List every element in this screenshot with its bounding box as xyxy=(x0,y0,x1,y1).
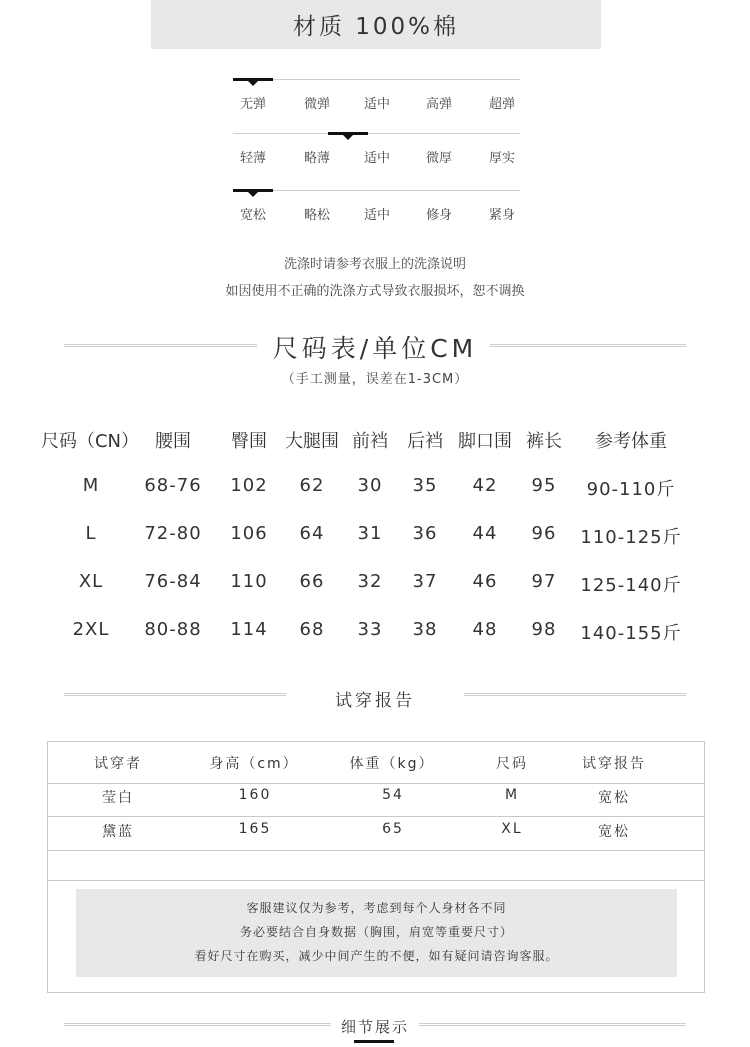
size-cell: 62 xyxy=(299,475,325,496)
attr-option: 紧身 xyxy=(488,208,515,223)
selection-marker-icon xyxy=(233,78,273,81)
try-on-header: 身高（cm） xyxy=(209,756,299,772)
size-cell: 96 xyxy=(531,523,557,544)
try-on-cell: 65 xyxy=(382,821,404,837)
attr-option: 超弹 xyxy=(488,97,515,112)
try-on-cell: 165 xyxy=(238,821,272,837)
attr-option: 厚实 xyxy=(488,151,515,166)
size-cell: 42 xyxy=(472,475,498,496)
size-header: 尺码（CN） xyxy=(40,431,140,452)
try-on-cell: 宽松 xyxy=(598,790,630,806)
size-header: 裤长 xyxy=(526,431,562,452)
care-instruction: 洗涤时请参考衣服上的洗涤说明 xyxy=(283,257,466,272)
size-cell: 33 xyxy=(357,619,383,640)
size-cell: 106 xyxy=(230,523,268,544)
try-on-cell: 54 xyxy=(382,787,404,803)
material-banner xyxy=(151,0,601,49)
table-row-divider xyxy=(48,880,704,881)
attr-option: 高弹 xyxy=(425,97,452,112)
size-cell: L xyxy=(85,523,97,544)
attr-option: 宽松 xyxy=(239,208,266,223)
table-row-divider xyxy=(48,783,704,784)
attr-option: 微弹 xyxy=(303,97,330,112)
attr-row-fit xyxy=(233,190,520,230)
attr-option: 无弹 xyxy=(239,97,266,112)
size-header: 腰围 xyxy=(155,431,191,452)
size-cell: 110 xyxy=(230,571,268,592)
size-cell: XL xyxy=(78,571,104,592)
size-header: 脚口围 xyxy=(458,431,512,452)
size-header: 参考体重 xyxy=(595,431,667,452)
size-chart-title: 尺码表/单位CM xyxy=(272,334,478,363)
size-cell: 80-88 xyxy=(144,619,202,640)
try-on-cell: 黛蓝 xyxy=(102,824,134,840)
size-cell: 37 xyxy=(412,571,438,592)
size-cell: 44 xyxy=(472,523,498,544)
size-header: 前裆 xyxy=(352,431,388,452)
size-cell: 68 xyxy=(299,619,325,640)
advice-note-line: 看好尺寸在购买，减少中间产生的不便，如有疑问请咨询客服。 xyxy=(194,949,559,963)
attr-option: 略薄 xyxy=(303,151,330,166)
size-cell: 140-155斤 xyxy=(580,623,682,644)
size-chart-subtitle: （手工测量，误差在1-3CM） xyxy=(281,372,469,387)
try-on-cell: 宽松 xyxy=(598,824,630,840)
try-on-header: 试穿报告 xyxy=(582,756,646,772)
size-cell: 30 xyxy=(357,475,383,496)
size-cell: 125-140斤 xyxy=(580,575,682,596)
size-cell: 98 xyxy=(531,619,557,640)
size-cell: 36 xyxy=(412,523,438,544)
size-header: 大腿围 xyxy=(285,431,339,452)
attr-option: 轻薄 xyxy=(239,151,266,166)
attr-option: 略松 xyxy=(303,208,330,223)
size-cell: 114 xyxy=(230,619,268,640)
size-cell: 68-76 xyxy=(144,475,202,496)
size-cell: 64 xyxy=(299,523,325,544)
size-cell: 102 xyxy=(230,475,268,496)
attr-option: 适中 xyxy=(363,208,390,223)
advice-note-line: 务必要结合自身数据（胸围，肩宽等重要尺寸） xyxy=(239,925,513,939)
care-warning: 如因使用不正确的洗涤方式导致衣服损坏，恕不调换 xyxy=(225,284,525,299)
attr-row-thickness xyxy=(233,133,520,173)
attr-option: 适中 xyxy=(363,151,390,166)
table-row-divider xyxy=(48,850,704,851)
selection-marker-icon xyxy=(233,189,273,192)
try-on-header: 试穿者 xyxy=(94,756,142,772)
size-cell: 66 xyxy=(299,571,325,592)
size-cell: 97 xyxy=(531,571,557,592)
table-row-divider xyxy=(48,816,704,817)
advice-note-line: 客服建议仅为参考，考虑到每个人身材各不同 xyxy=(246,901,507,915)
size-cell: 2XL xyxy=(72,619,110,640)
try-on-cell: M xyxy=(504,787,520,803)
title-underline xyxy=(354,1040,394,1043)
size-cell: 76-84 xyxy=(144,571,202,592)
size-cell: 95 xyxy=(531,475,557,496)
try-on-cell: 160 xyxy=(238,787,272,803)
size-cell: M xyxy=(82,475,100,496)
try-on-header: 尺码 xyxy=(496,756,528,772)
size-cell: 72-80 xyxy=(144,523,202,544)
details-title: 细节展示 xyxy=(340,1018,409,1036)
size-cell: 32 xyxy=(357,571,383,592)
size-cell: 110-125斤 xyxy=(580,527,682,548)
try-on-cell: 莹白 xyxy=(102,790,134,806)
try-on-header: 体重（kg） xyxy=(349,756,435,772)
size-header: 后裆 xyxy=(407,431,443,452)
size-cell: 38 xyxy=(412,619,438,640)
size-cell: 31 xyxy=(357,523,383,544)
material-label: 材质 100%棉 xyxy=(292,14,460,40)
attr-option: 微厚 xyxy=(425,151,452,166)
attr-option: 适中 xyxy=(363,97,390,112)
try-on-cell: XL xyxy=(501,821,523,837)
size-cell: 46 xyxy=(472,571,498,592)
attr-row-elasticity xyxy=(233,79,520,119)
size-header: 臀围 xyxy=(231,431,267,452)
attr-option: 修身 xyxy=(425,208,452,223)
selection-marker-icon xyxy=(328,132,368,135)
try-on-title: 试穿报告 xyxy=(335,691,415,711)
size-cell: 35 xyxy=(412,475,438,496)
size-cell: 48 xyxy=(472,619,498,640)
size-cell: 90-110斤 xyxy=(586,479,676,500)
